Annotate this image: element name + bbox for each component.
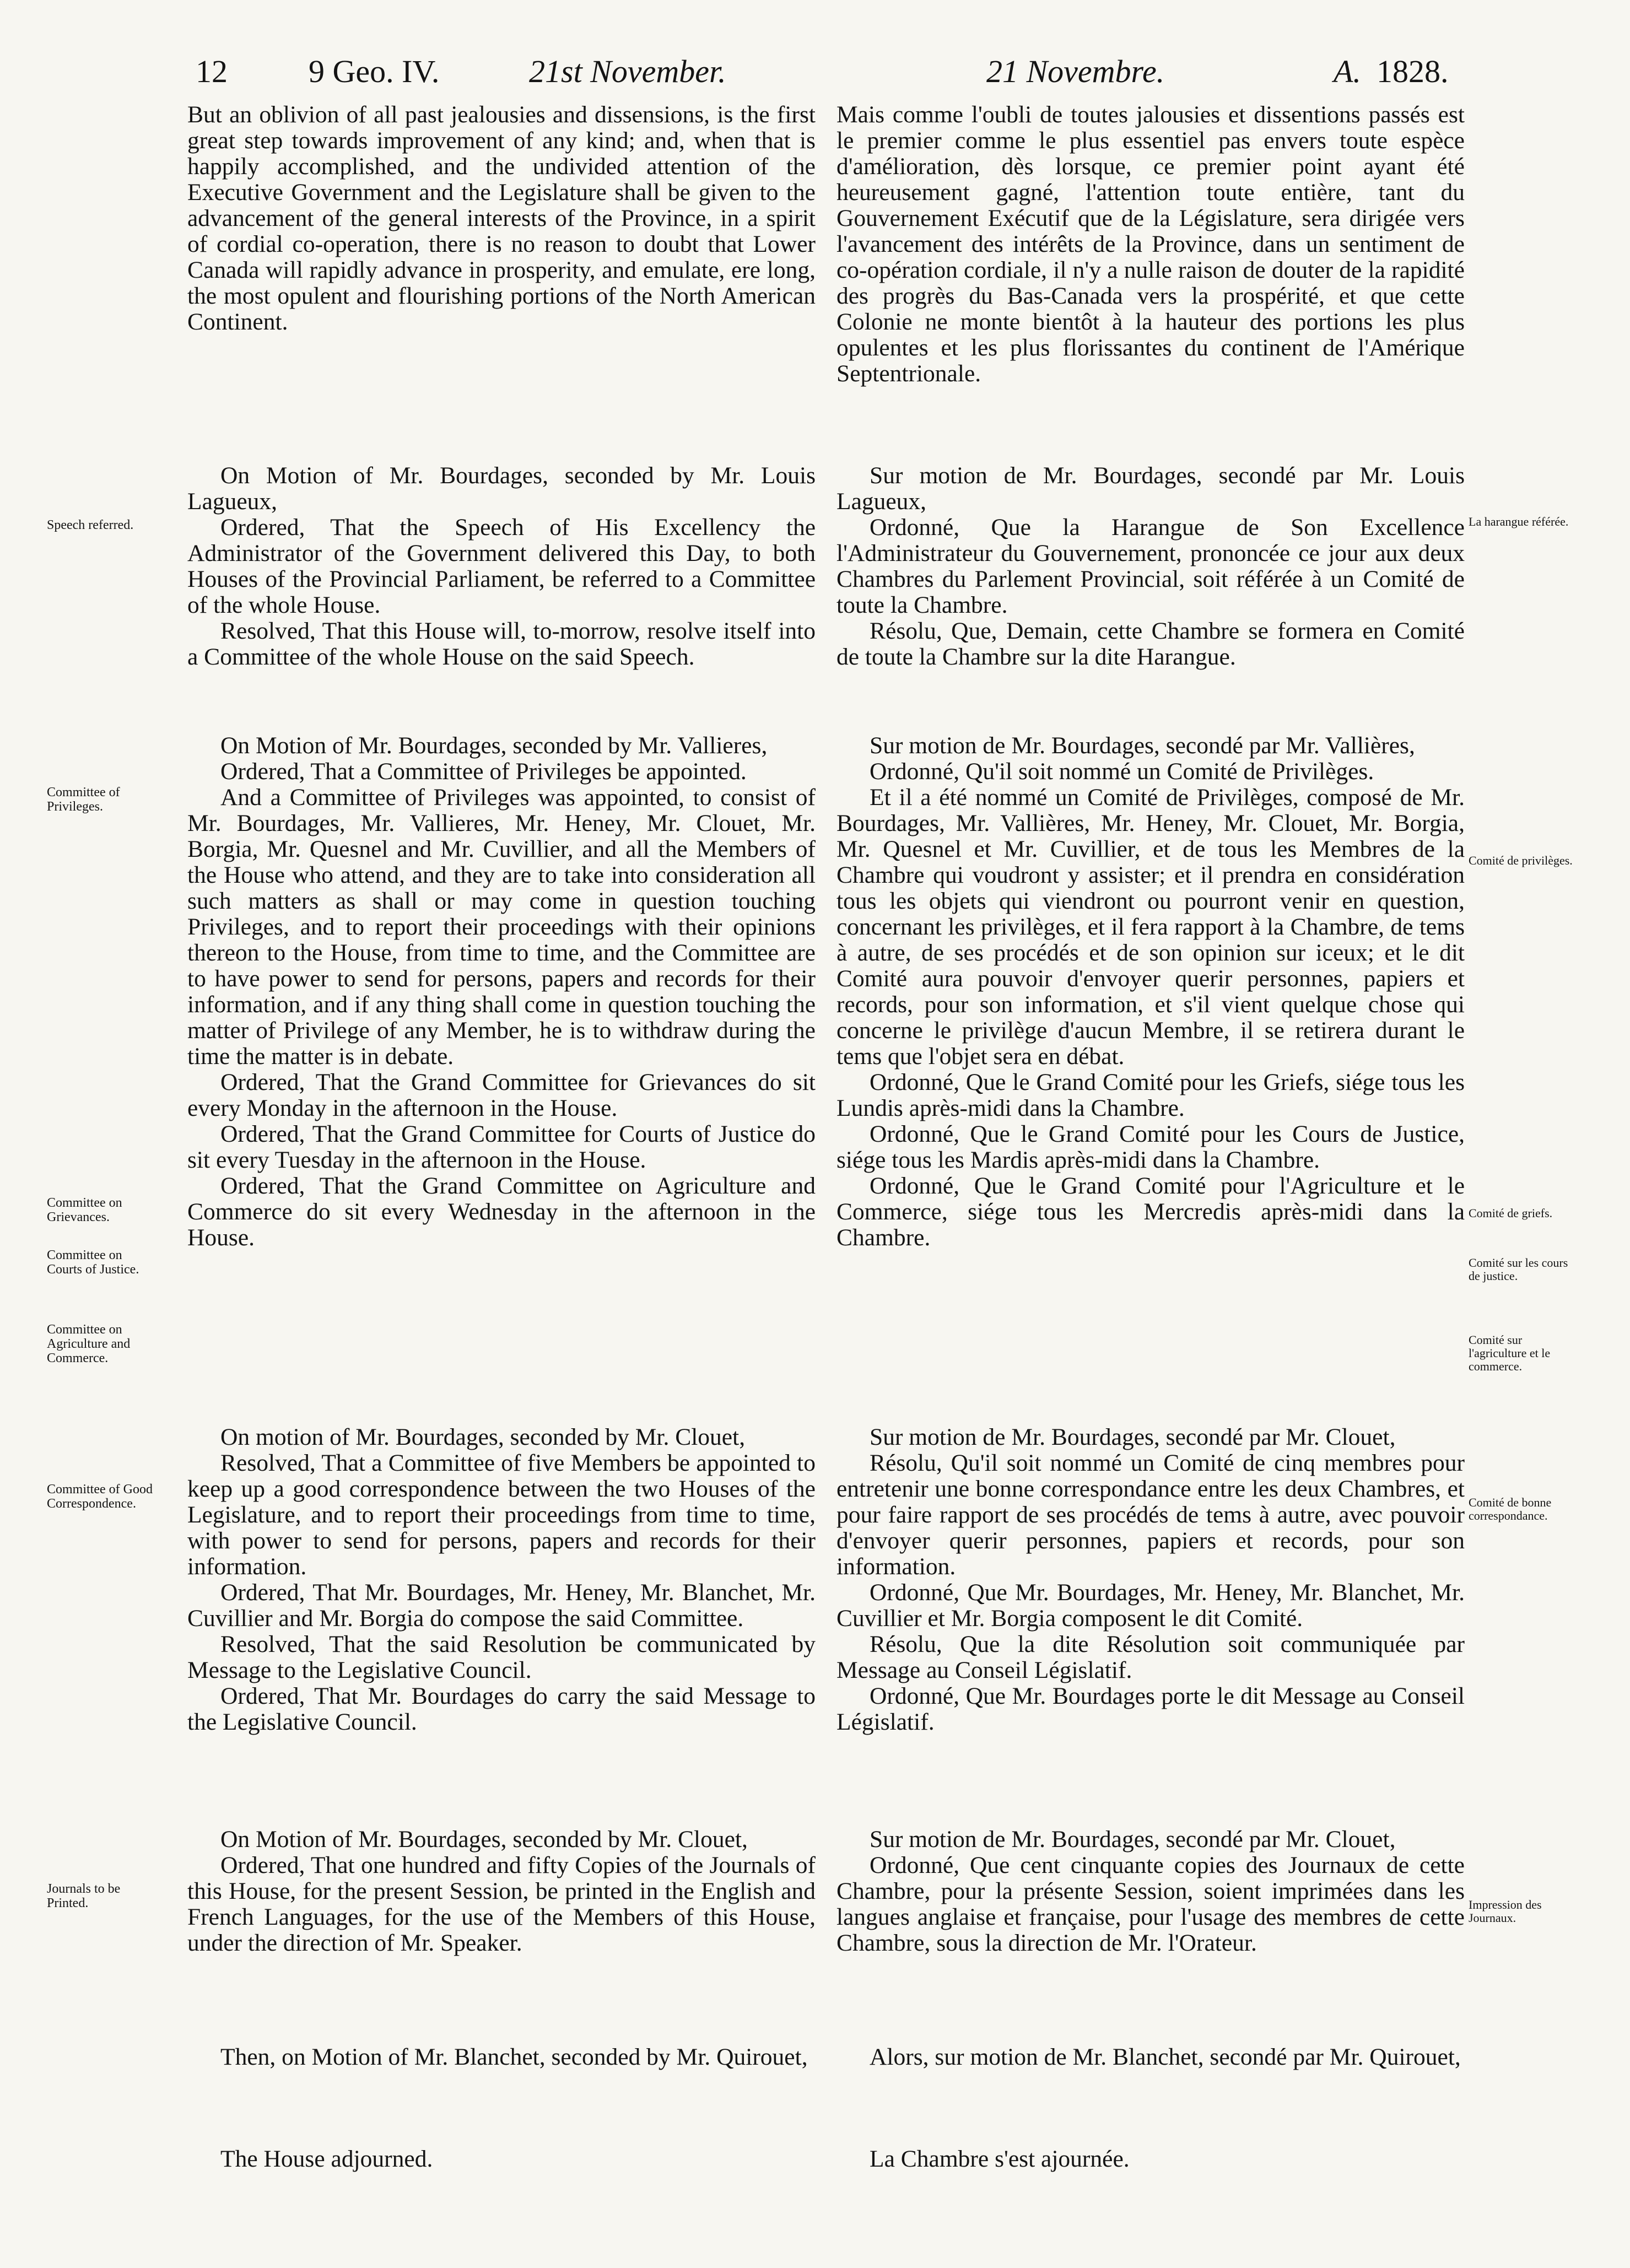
en-m2-courts: Ordered, That the Grand Committee for Courts of Justice do sit every Tuesday in the afternoon in the House.	[187, 1121, 816, 1173]
date-french: 21 Novembre.	[986, 53, 1165, 89]
english-motion-1	[187, 463, 816, 670]
french-motion-3	[836, 1424, 1465, 1735]
en-m1-ordered: Ordered, That the Speech of His Excellency the Administrator of the Government delivered this Day, to both Houses of the Provincial Parliament, be referred to a Committee of the whole House.	[187, 514, 816, 618]
running-header	[0, 50, 1630, 94]
english-intro-text: But an oblivion of all past jealousies and dissensions, is the first great step towards improvement of any kind; and, when that is happily accomplished, and the undivided attention of the Executive Government and the Legislature shall be given to the advancement of the general interests of the Province, in a spirit of cordial co-operation, there is no reason to doubt that Lower Canada will rapidly advance in prosperity, and emulate, ere long, the most opulent and flourishing portions of the North American Continent.	[187, 101, 816, 335]
french-motion-4	[836, 1827, 1465, 1956]
en-m2-ordered: Ordered, That a Committee of Privileges be appointed.	[220, 758, 747, 785]
fr-m1-ordered: Ordonné, Que la Harangue de Son Excellence l'Administrateur du Gouvernement, prononcée ce jour aux deux Chambres du Parlement Provincial, soit référée à un Comité de toute la Chambre.	[836, 514, 1465, 618]
margin-note-speech-fr: La harangue référée.	[1469, 515, 1569, 528]
en-m3-ordered: Ordered, That Mr. Bourdages, Mr. Heney, Mr. Blanchet, Mr. Cuvillier and Mr. Borgia do compose the said Committee.	[187, 1579, 816, 1632]
date-english: 21st November.	[529, 53, 726, 89]
english-motion-2	[187, 733, 816, 1251]
regnal-year: 9 Geo. IV.	[309, 53, 440, 89]
year	[1334, 50, 1448, 94]
fr-m2-grievances: Ordonné, Que le Grand Comité pour les Griefs, siége tous les Lundis après-midi dans la Chambre.	[836, 1069, 1465, 1121]
french-motion-1	[836, 463, 1465, 670]
fr-m2-courts: Ordonné, Que le Grand Comité pour les Cours de Justice, siége tous les Mardis après-midi dans la Chambre.	[836, 1121, 1465, 1173]
fr-m1-motion: Sur motion de Mr. Bourdages, secondé par Mr. Louis Lagueux,	[836, 462, 1465, 515]
en-m2-appointed: And a Committee of Privileges was appointed, to consist of Mr. Bourdages, Mr. Vallieres, Mr. Heney, Mr. Clouet, Mr. Borgia, Mr. Quesnel and Mr. Cuvillier, and all the Members of the House who attend, and they are to take into consideration all such matters as shall or may come in question touching Privileges, and to report their proceedings with their opinions thereon to the House, from time to time, and the Committee are to have power to send for persons, papers and records for their information, and if any thing shall come in question touching the matter of Privilege of any Member, he is to withdraw during the time the matter is in debate.	[187, 784, 816, 1070]
en-m1-motion: On Motion of Mr. Bourdages, seconded by Mr. Louis Lagueux,	[187, 462, 816, 515]
fr-m3-ordered2: Ordonné, Que Mr. Bourdages porte le dit Message au Conseil Législatif.	[836, 1683, 1465, 1735]
fr-m4-motion: Sur motion de Mr. Bourdages, secondé par Mr. Clouet,	[870, 1826, 1396, 1853]
en-m5-motion: Then, on Motion of Mr. Blanchet, seconded by Mr. Quirouet,	[220, 2044, 808, 2070]
margin-note-grievances-en: Committee on Grievances.	[47, 1196, 122, 1224]
page-number: 12	[196, 53, 228, 89]
margin-note-speech-en: Speech referred.	[47, 518, 134, 532]
english-intro	[187, 102, 816, 335]
fr-m4-ordered: Ordonné, Que cent cinquante copies des Journaux de cette Chambre, pour la présente Session, soient imprimées dans les langues anglaise et française, pour l'usage des membres de cette Chambre, sous la direction de Mr. l'Orateur.	[836, 1852, 1465, 1956]
french-intro-text: Mais comme l'oubli de toutes jalousies et dissentions passés est le premier comme le plus essentiel pas envers toute espèce d'amélioration, dès lorsque, ce premier point ayant été heureusement gagné, l'attention toute entière, tant du Gouvernement Exécutif que de la Législature, sera dirigée vers l'avancement des intérêts de la Province, dans un sentiment de co-opération cordiale, il n'y a nulle raison de douter de la rapidité des progrès du Bas-Canada vers la prospérité, et que cette Colonie ne monte bientôt à la hauteur des portions les plus opulentes et les plus florissantes du continent de l'Amérique Septentrionale.	[836, 101, 1465, 387]
french-motion-5	[836, 2044, 1465, 2070]
english-adjourned	[187, 2146, 816, 2172]
fr-m1-resolved: Résolu, Que, Demain, cette Chambre se formera en Comité de toute la Chambre sur la dite Harangue.	[836, 618, 1465, 670]
en-m3-resolved: Resolved, That a Committee of five Members be appointed to keep up a good correspondence between the two Houses of the Legislature, and to report their proceedings from time to time, with power to send for persons, papers and records for their information.	[187, 1450, 816, 1580]
margin-note-privileges-fr: Comité de privilèges.	[1469, 854, 1573, 867]
fr-m3-motion: Sur motion de Mr. Bourdages, secondé par Mr. Clouet,	[870, 1424, 1396, 1450]
margin-note-courts-fr: Comité sur les cours de justice.	[1469, 1256, 1568, 1283]
english-motion-5	[187, 2044, 816, 2070]
fr-m2-ordered: Ordonné, Qu'il soit nommé un Comité de Privilèges.	[870, 758, 1374, 785]
fr-m3-ordered: Ordonné, Que Mr. Bourdages, Mr. Heney, Mr. Blanchet, Mr. Cuvillier et Mr. Borgia composent le dit Comité.	[836, 1579, 1465, 1632]
year-prefix: A.	[1334, 53, 1361, 89]
year-value: 1828.	[1376, 53, 1449, 89]
margin-note-agri-fr: Comité sur l'agriculture et le commerce.	[1469, 1333, 1551, 1373]
fr-m3-resolved2: Résolu, Que la dite Résolution soit communiquée par Message au Conseil Législatif.	[836, 1631, 1465, 1683]
margin-note-corresp-fr: Comité de bonne correspondance.	[1469, 1495, 1552, 1522]
margin-note-courts-en: Committee on Courts of Justice.	[47, 1248, 139, 1277]
french-motion-2	[836, 733, 1465, 1251]
en-m4-ordered: Ordered, That one hundred and fifty Copies of the Journals of this House, for the present Session, be printed in the English and French Languages, for the use of the Members of this House, under the direction of Mr. Speaker.	[187, 1852, 816, 1956]
french-intro	[836, 102, 1465, 387]
en-m3-motion: On motion of Mr. Bourdages, seconded by Mr. Clouet,	[220, 1424, 746, 1450]
en-m1-resolved: Resolved, That this House will, to-morrow, resolve itself into a Committee of the whole House on the said Speech.	[187, 618, 816, 670]
margin-note-journals-fr: Impression des Journaux.	[1469, 1898, 1542, 1925]
en-m2-grievances: Ordered, That the Grand Committee for Grievances do sit every Monday in the afternoon in the House.	[187, 1069, 816, 1121]
margin-note-journals-en: Journals to be Printed.	[47, 1882, 121, 1910]
margin-note-corresp-en: Committee of Good Correspondence.	[47, 1482, 153, 1511]
fr-m2-appointed: Et il a été nommé un Comité de Privilèges, composé de Mr. Bourdages, Mr. Vallières, Mr. Heney, Mr. Clouet, Mr. Borgia, Mr. Quesnel et Mr. Cuvillier, et de tous les Membres de la Chambre qui voudront y assister; et il prendra en considération tous les objets qui viendront ou pourront venir en question, concernant les privilèges, et il fera rapport à la Chambre, de tems à autre, de ses procédés et de son opinion sur iceux; et le dit Comité aura pouvoir d'envoyer querir personnes, papiers et records, pour son information, et s'il vient quelque chose qui concerne le privilège d'aucun Membre, il se retirera durant le tems que l'objet sera en débat.	[836, 784, 1465, 1070]
en-m3-ordered2: Ordered, That Mr. Bourdages do carry the said Message to the Legislative Council.	[187, 1683, 816, 1735]
en-m2-motion: On Motion of Mr. Bourdages, seconded by Mr. Vallieres,	[220, 732, 768, 759]
margin-note-grievances-fr: Comité de griefs.	[1469, 1206, 1553, 1220]
fr-m2-agri: Ordonné, Que le Grand Comité pour l'Agriculture et le Commerce, siége tous les Mercredis après-midi dans la Chambre.	[836, 1173, 1465, 1251]
fr-m2-motion: Sur motion de Mr. Bourdages, secondé par Mr. Vallières,	[870, 732, 1415, 759]
margin-note-privileges-en: Committee of Privileges.	[47, 785, 120, 814]
en-m3-resolved2: Resolved, That the said Resolution be communicated by Message to the Legislative Council.	[187, 1631, 816, 1683]
fr-m5-motion: Alors, sur motion de Mr. Blanchet, secondé par Mr. Quirouet,	[870, 2044, 1461, 2070]
french-adjourned	[836, 2146, 1465, 2172]
fr-adjourned: La Chambre s'est ajournée.	[870, 2146, 1130, 2172]
en-adjourned: The House adjourned.	[220, 2146, 433, 2172]
english-motion-3	[187, 1424, 816, 1735]
en-m2-agri: Ordered, That the Grand Committee on Agriculture and Commerce do sit every Wednesday in the afternoon in the House.	[187, 1173, 816, 1251]
en-m4-motion: On Motion of Mr. Bourdages, seconded by Mr. Clouet,	[220, 1826, 748, 1853]
english-motion-4	[187, 1827, 816, 1956]
fr-m3-resolved: Résolu, Qu'il soit nommé un Comité de cinq membres pour entretenir une bonne correspondance entre les deux Chambres, et pour faire rapport de ses procédés de tems à autre, avec pouvoir d'envoyer querir personnes, papiers et records, pour son information.	[836, 1450, 1465, 1580]
margin-note-agri-en: Committee on Agriculture and Commerce.	[47, 1322, 131, 1365]
